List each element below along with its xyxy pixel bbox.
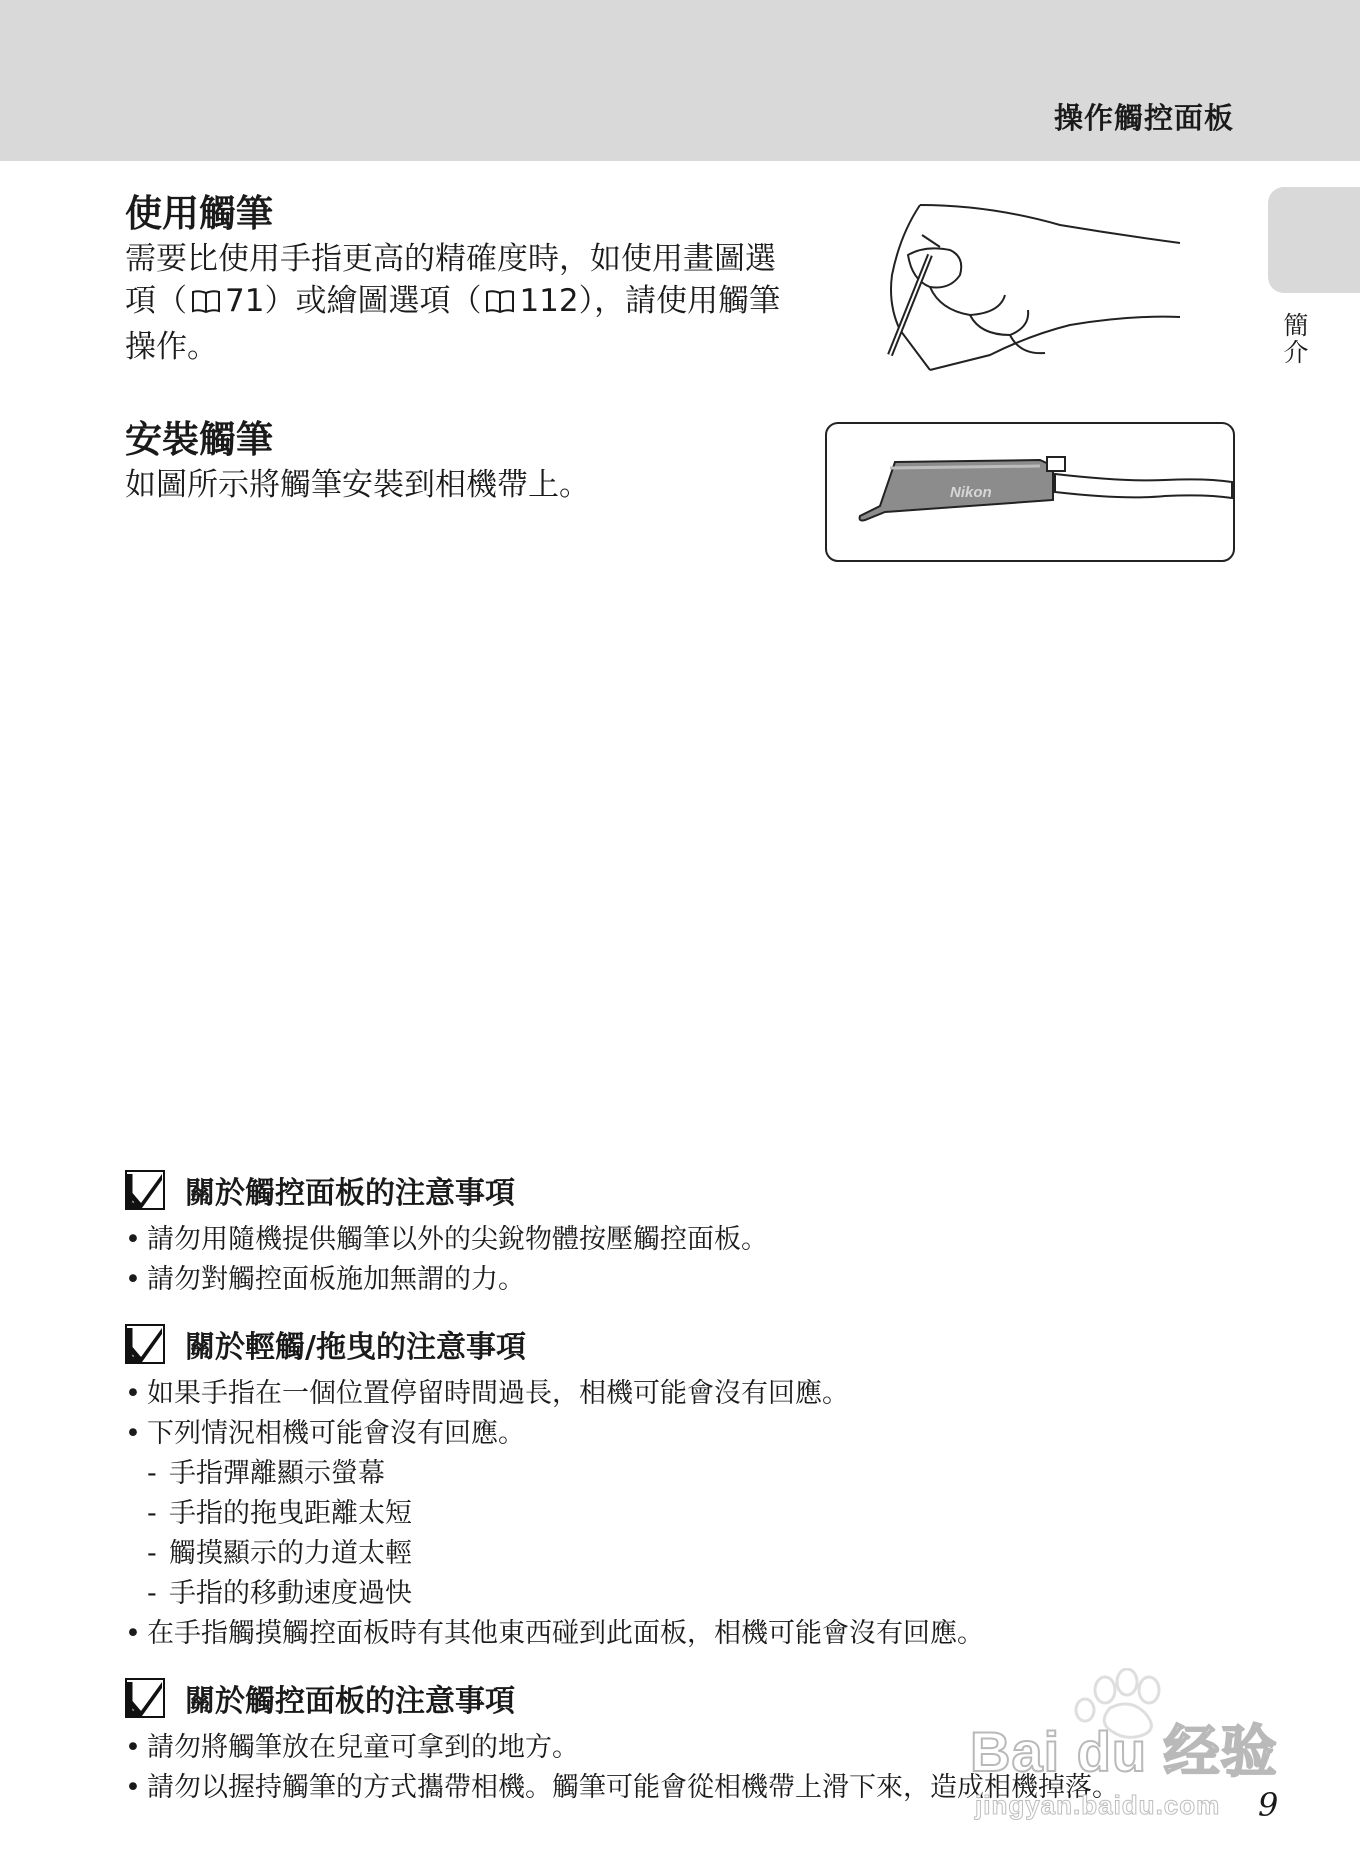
section-tab — [1268, 187, 1360, 293]
check-mark-icon — [125, 1678, 165, 1718]
sub-list-item-text: 手指的移動速度過快 — [169, 1578, 412, 1609]
note-title: 關於觸控面板的注意事項 — [185, 1176, 515, 1211]
section-title-use-stylus: 使用觸筆 — [125, 192, 273, 235]
note-title: 關於輕觸/拖曳的注意事項 — [185, 1330, 526, 1365]
list-item: • 請勿以握持觸筆的方式攜帶相機。觸筆可能會從相機帶上滑下來，造成相機掉落。 — [125, 1768, 1245, 1808]
section-title-attach-stylus: 安裝觸筆 — [125, 418, 273, 461]
hand-holding-stylus-illustration — [870, 195, 1190, 375]
section-body-attach-stylus: 如圖所示將觸筆安裝到相機帶上。 — [125, 467, 590, 503]
note-title: 關於觸控面板的注意事項 — [185, 1684, 515, 1719]
sub-list-item: - 手指彈離顯示螢幕 — [147, 1458, 385, 1489]
note-tap-drag-caution — [125, 1322, 1245, 1654]
page-header-title: 操作觸控面板 — [1053, 101, 1234, 135]
page-number: 9 — [1258, 1786, 1279, 1824]
sub-list-item: - 手指的移動速度過快 — [147, 1578, 412, 1609]
list-item: • 請勿用隨機提供觸筆以外的尖銳物體按壓觸控面板。 — [125, 1220, 1245, 1260]
watermark-url: jingyan.baidu.com — [975, 1790, 1221, 1820]
body-text: ），請使用觸筆操作。 — [125, 283, 781, 365]
page-ref: 112 — [519, 283, 579, 319]
sub-list-item: - 手指的拖曳距離太短 — [147, 1498, 412, 1529]
note-touch-panel-caution — [125, 1168, 1245, 1300]
check-mark-icon — [125, 1324, 165, 1364]
stylus-brand-logo: Nikon — [950, 484, 992, 501]
check-mark-icon — [125, 1170, 165, 1210]
list-item: • 請勿將觸筆放在兒童可拿到的地方。 — [125, 1728, 1245, 1768]
list-item: • 在手指觸摸觸控面板時有其他東西碰到此面板，相機可能會沒有回應。 — [125, 1614, 1245, 1654]
list-item: • 如果手指在一個位置停留時間過長，相機可能會沒有回應。 — [125, 1374, 1245, 1414]
list-item: • 請勿對觸控面板施加無謂的力。 — [125, 1260, 1245, 1300]
watermark-text: Bai du 经验 — [970, 1720, 1278, 1783]
sub-list-item-text: 手指的拖曳距離太短 — [169, 1498, 412, 1529]
sub-list-item-text: 觸摸顯示的力道太輕 — [169, 1538, 412, 1569]
stylus-on-strap-illustration — [825, 422, 1235, 562]
sub-list-item-text: 手指彈離顯示螢幕 — [169, 1458, 385, 1489]
body-text: ）或繪圖選項（ — [264, 283, 482, 319]
book-reference-icon — [191, 284, 221, 326]
sub-list-item: - 觸摸顯示的力道太輕 — [147, 1538, 412, 1569]
page-ref: 71 — [225, 283, 265, 319]
section-body-use-stylus — [125, 238, 805, 368]
section-tab-label: 簡介 — [1280, 312, 1309, 366]
body-text: 需要比使用手指更高的精確度時，如使用畫圖選項（ — [125, 241, 776, 319]
book-reference-icon — [485, 284, 515, 326]
list-item: • 下列情況相機可能會沒有回應。 — [125, 1414, 1245, 1454]
